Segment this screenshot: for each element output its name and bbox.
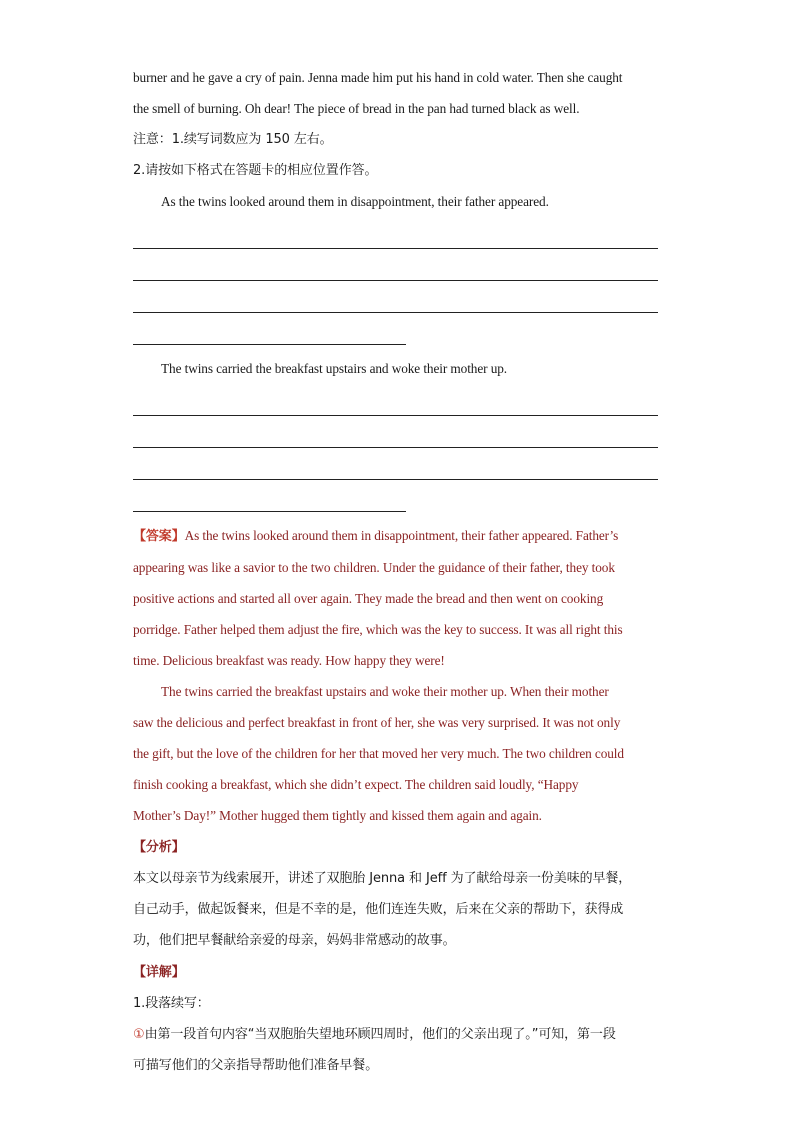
prompt-paragraph-1: As the twins looked around them in disappointment, their father appeared. (161, 194, 549, 209)
note-word-count: 注意：1.续写词数应为 150 左右。 (133, 132, 333, 147)
answer-line (133, 313, 406, 345)
answer-p1-line: 【答案】As the twins looked around them in disappointment, their father appeared. Father’s (133, 528, 619, 544)
answer-line (133, 416, 658, 448)
answer-p2-line: the gift, but the love of the children for her that moved her very much. The two children could (133, 746, 624, 761)
note-format: 2.请按如下格式在答题卡的相应位置作答。 (133, 163, 378, 178)
detail-heading: 【详解】 (133, 965, 185, 980)
answer-line (133, 217, 658, 249)
answer-tag: 【答案】 (133, 529, 185, 544)
answer-p2-line: The twins carried the breakfast upstairs and woke their mother up. When their mother (161, 684, 609, 699)
answer-p2-line: saw the delicious and perfect breakfast in front of her, she was very surprised. It was not only (133, 715, 621, 730)
detail-line: ①由第一段首句内容“当双胞胎失望地环顾四周时，他们的父亲出现了。”可知，第一段 (133, 1027, 616, 1042)
analysis-line: 功，他们把早餐献给亲爱的母亲，妈妈非常感动的故事。 (133, 933, 456, 948)
analysis-line: 自己动手，做起饭餐来，但是不幸的是，他们连连失败，后来在父亲的帮助下，获得成 (133, 902, 624, 917)
answer-line (133, 448, 658, 480)
answer-p1-line: appearing was like a savior to the two children. Under the guidance of their father, they took (133, 560, 615, 575)
intro-line-2: the smell of burning. Oh dear! The piece of bread in the pan had turned black as well. (133, 101, 580, 116)
prompt-paragraph-2: The twins carried the breakfast upstairs and woke their mother up. (161, 361, 508, 376)
answer-p2-line: Mother’s Day!” Mother hugged them tightly and kissed them again and again. (133, 808, 542, 823)
answer-line (133, 249, 658, 281)
detail-item-1: 1.段落续写： (133, 996, 210, 1011)
answer-line (133, 281, 658, 313)
intro-line-1: burner and he gave a cry of pain. Jenna made him put his hand in cold water. Then she caught (133, 70, 623, 85)
answer-p1-line: positive actions and started all over again. They made the bread and then went on cooking (133, 591, 604, 606)
answer-p1-line: time. Delicious breakfast was ready. How happy they were! (133, 653, 445, 668)
document-page (133, 62, 661, 1081)
detail-line: 可描写他们的父亲指导帮助他们准备早餐。 (133, 1058, 379, 1073)
analysis-line: 本文以母亲节为线索展开，讲述了双胞胎 Jenna 和 Jeff 为了献给母亲一份美味的早餐， (133, 871, 632, 886)
answer-line (133, 384, 658, 416)
answer-p1-line: porridge. Father helped them adjust the fire, which was the key to success. It was all right this (133, 622, 623, 637)
analysis-heading: 【分析】 (133, 840, 185, 855)
answer-line (133, 480, 406, 512)
answer-p2-line: finish cooking a breakfast, which she didn’t expect. The children said loudly, “Happy (133, 777, 579, 792)
circled-number-1: ① (133, 1027, 145, 1042)
